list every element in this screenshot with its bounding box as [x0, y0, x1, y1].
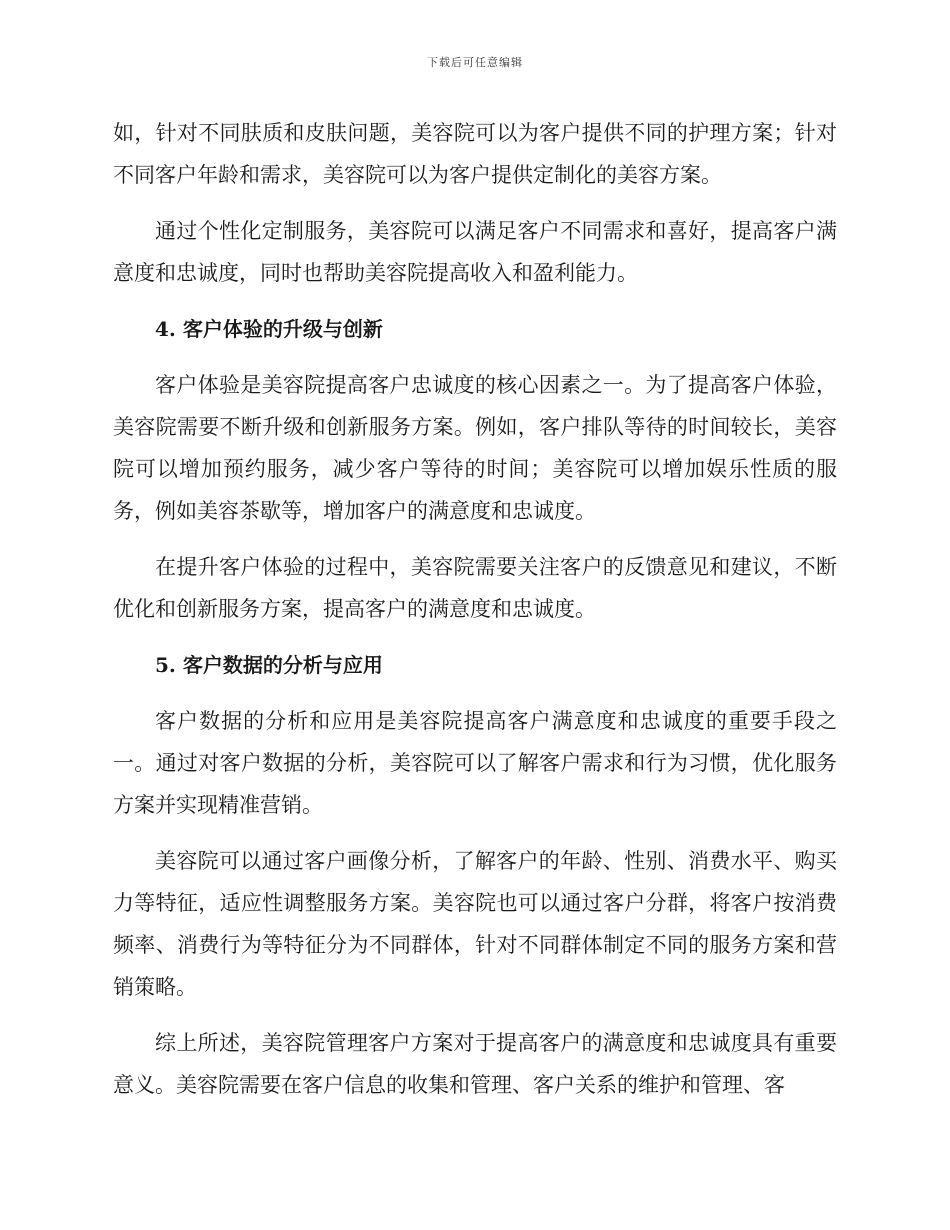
section-heading: 5. 客户数据的分析与应用 — [155, 653, 383, 677]
section-heading: 4. 客户体验的升级与创新 — [155, 317, 383, 341]
paragraph: 客户体验是美容院提高客户忠诚度的核心因素之一。为了提高客户体验，美容院需要不断升级和创新服务方案。例如，客户排队等待的时间较长，美容院可以增加预约服务，减少客户等待的时间；美容院可以增加娱乐性质的服务，例如美容茶歇等，增加客户的满意度和忠诚度。 — [113, 373, 837, 523]
paragraph: 美容院可以通过客户画像分析，了解客户的年龄、性别、消费水平、购买力等特征，适应性调整服务方案。美容院也可以通过客户分群，将客户按消费频率、消费行为等特征分为不同群体，针对不同群体制定不同的服务方案和营销策略。 — [113, 849, 837, 999]
paragraph: 客户数据的分析和应用是美容院提高客户满意度和忠诚度的重要手段之一。通过对客户数据的分析，美容院可以了解客户需求和行为习惯，优化服务方案并实现精准营销。 — [113, 709, 837, 817]
paragraph: 通过个性化定制服务，美容院可以满足客户不同需求和喜好，提高客户满意度和忠诚度，同时也帮助美容院提高收入和盈利能力。 — [113, 219, 837, 285]
paragraph: 在提升客户体验的过程中，美容院需要关注客户的反馈意见和建议，不断优化和创新服务方案，提高客户的满意度和忠诚度。 — [113, 555, 837, 621]
page-header: 下载后可任意编辑 — [427, 56, 523, 69]
document-body — [113, 112, 837, 1120]
paragraph: 综上所述，美容院管理客户方案对于提高客户的满意度和忠诚度具有重要意义。美容院需要在客户信息的收集和管理、客户关系的维护和管理、客 — [113, 1031, 837, 1097]
paragraph: 如，针对不同肤质和皮肤问题，美容院可以为客户提供不同的护理方案；针对不同客户年龄和需求，美容院可以为客户提供定制化的美容方案。 — [113, 121, 837, 187]
